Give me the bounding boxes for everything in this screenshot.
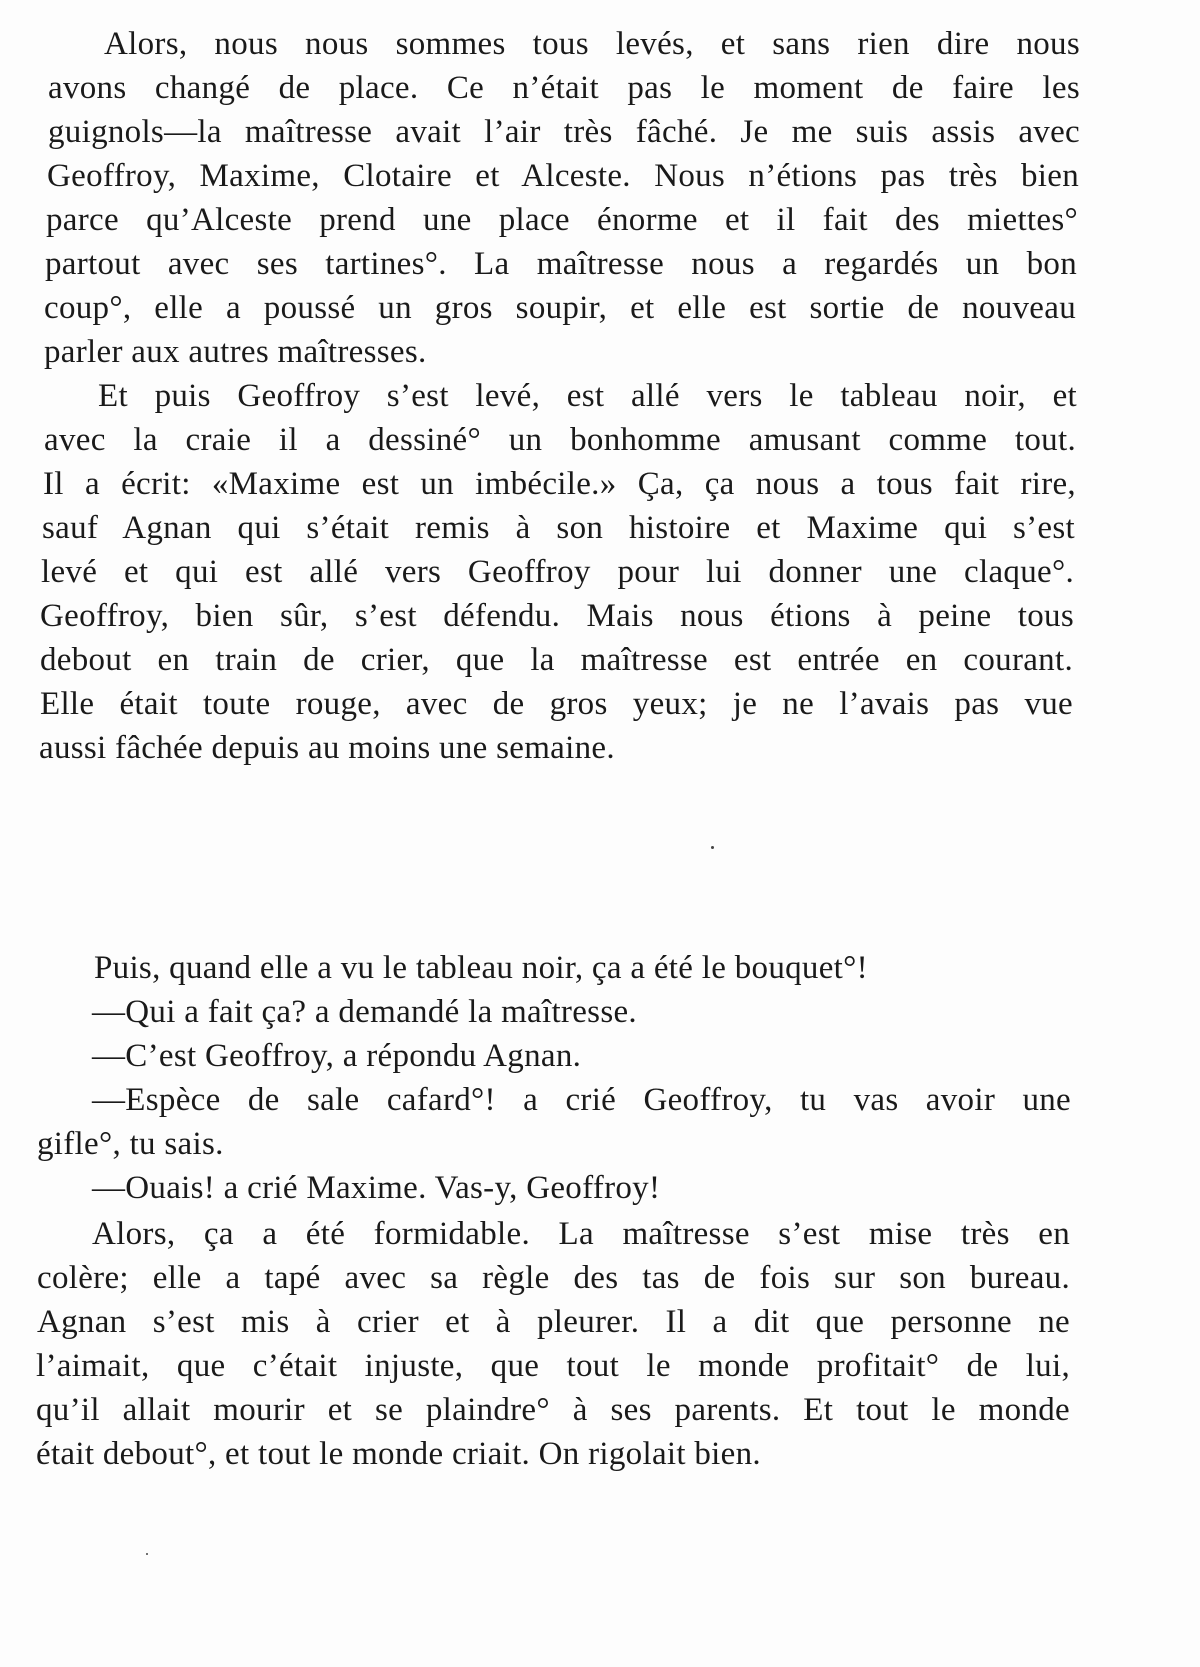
dialogue-line-4: —Ouais! a crié Maxime. Vas-y, Geoffroy! (92, 1170, 661, 1206)
text-line: Agnan s’est mis à crier et à pleurer. Il a dit que personne ne (37, 1304, 1070, 1340)
text-line: colère; elle a tapé avec sa règle des tas de fois sur son bureau. (37, 1260, 1070, 1296)
text-line: Et puis Geoffroy s’est levé, est allé vers le tableau noir, et (98, 378, 1077, 414)
text-line: Geoffroy, bien sûr, s’est défendu. Mais nous étions à peine tous (40, 598, 1074, 634)
text-line: Alors, ça a été formidable. La maîtresse s’est mise très en (92, 1216, 1070, 1252)
text-line: avons changé de place. Ce n’était pas le moment de faire les (48, 70, 1080, 106)
text-line: parler aux autres maîtresses. (44, 334, 427, 370)
text-line: Il a écrit: «Maxime est un imbécile.» Ça, ça nous a tous fait rire, (43, 466, 1076, 502)
paragraph-3: Puis, quand elle a vu le tableau noir, ça a été le bouquet°! (94, 950, 868, 986)
text-line: Geoffroy, Maxime, Clotaire et Alceste. Nous n’étions pas très bien (47, 158, 1079, 194)
text-line: gifle°, tu sais. (37, 1126, 224, 1162)
text-line: aussi fâchée depuis au moins une semaine. (39, 730, 615, 766)
scan-speck (711, 846, 714, 849)
text-line: Elle était toute rouge, avec de gros yeux; je ne l’avais pas vue (40, 686, 1073, 722)
text-line: l’aimait, que c’était injuste, que tout le monde profitait° de lui, (36, 1348, 1070, 1384)
text-line: debout en train de crier, que la maîtresse est entrée en courant. (40, 642, 1073, 678)
dialogue-line-1: —Qui a fait ça? a demandé la maîtresse. (92, 994, 637, 1030)
text-line: était debout°, et tout le monde criait. On rigolait bien. (36, 1436, 761, 1472)
text-line: sauf Agnan qui s’était remis à son histoire et Maxime qui s’est (42, 510, 1075, 546)
text-line: partout avec ses tartines°. La maîtresse nous a regardés un bon (45, 246, 1077, 282)
text-line: levé et qui est allé vers Geoffroy pour lui donner une claque°. (41, 554, 1074, 590)
scan-speck (146, 1553, 148, 1555)
text-line: avec la craie il a dessiné° un bonhomme amusant comme tout. (44, 422, 1076, 458)
dialogue-line-2: —C’est Geoffroy, a répondu Agnan. (92, 1038, 582, 1074)
text-line: qu’il allait mourir et se plaindre° à ses parents. Et tout le monde (36, 1392, 1070, 1428)
text-line: guignols—la maîtresse avait l’air très fâché. Je me suis assis avec (48, 114, 1080, 150)
text-line: —Espèce de sale cafard°! a crié Geoffroy, tu vas avoir une (92, 1082, 1071, 1118)
text-line: Alors, nous nous sommes tous levés, et sans rien dire nous (104, 26, 1080, 62)
text-line: coup°, elle a poussé un gros soupir, et elle est sortie de nouveau (44, 290, 1076, 326)
text-line: parce qu’Alceste prend une place énorme et il fait des miettes° (46, 202, 1078, 238)
